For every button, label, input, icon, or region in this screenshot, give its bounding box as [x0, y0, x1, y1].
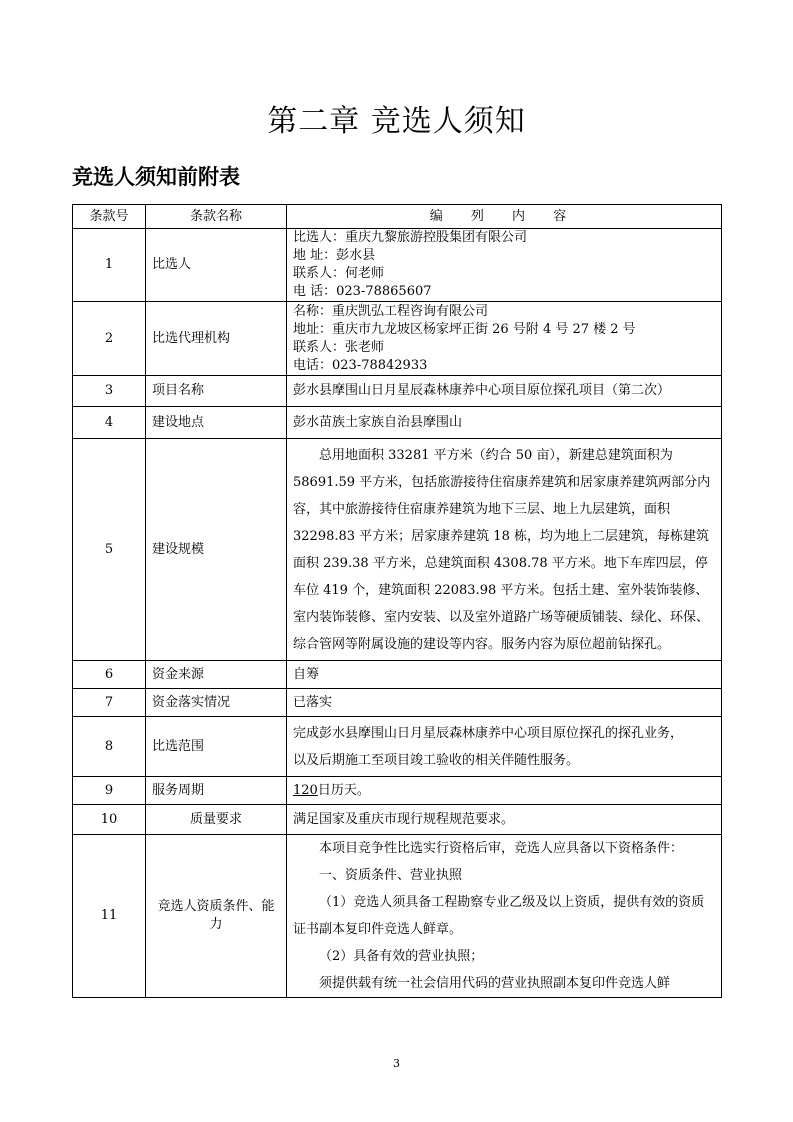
content-line: 比选人：重庆九黎旅游控股集团有限公司 [293, 230, 528, 245]
clause-content: 彭水县摩围山日月星辰森林康养中心项目原位探孔项目（第二次） [287, 376, 722, 407]
content-line: 电话：023-78842933 [293, 357, 428, 373]
clause-name: 比选代理机构 [146, 302, 287, 376]
table-row [73, 407, 722, 439]
clause-content [287, 717, 722, 777]
content-line: （1）竞选人须具备工程勘察专业乙级及以上资质，提供有效的资质证书副本复印件竞选人鲜章。 [293, 895, 705, 937]
header-content: 编 列 内 容 [287, 205, 722, 229]
clause-name: 服务周期 [146, 777, 287, 805]
clause-name: 比选范围 [146, 717, 287, 777]
clause-content [287, 229, 722, 302]
clause-content: 总用地面积 33281 平方米（约合 50 亩），新建总建筑面积为 58691.59 平方米，包括旅游接待住宿康养建筑和居家康养建筑两部分内容，其中旅游接待住宿康养建筑为地下三层、地上九层建筑，面积 32298.83 平方米；居家康养建筑 18 栋，均为地上二层建筑，每栋建筑面积 239.38 平方米，总建筑面积 4308.78 平方米。地下车库四层，停车位 419 个，建筑面积 22083.98 平方米。包括土建、室外装饰装修、室内装饰装修、室内安装、以及室外道路广场等硬质铺装、绿化、环保、综合管网等附属设施的建设等内容。服务内容为原位超前钻探孔。 [287, 439, 722, 661]
header-clause-no: 条款号 [73, 205, 146, 229]
clause-no: 8 [73, 717, 146, 777]
section-title: 竞选人须知前附表 [72, 165, 240, 189]
content-line: 地 址：彭水县 [293, 248, 376, 263]
content-line: 联系人：张老师 [293, 339, 385, 355]
clause-no: 9 [73, 777, 146, 805]
table-row [73, 661, 722, 689]
clause-content: 彭水苗族土家族自治县摩围山 [287, 407, 722, 439]
service-period-unit: 日历天。 [317, 782, 370, 798]
table-row [73, 229, 722, 302]
clause-name: 竞选人资质条件、能力 [146, 835, 287, 998]
clause-name: 比选人 [146, 229, 287, 302]
table-row [73, 376, 722, 407]
content-line: 本项目竞争性比选实行资格后审，竞选人应具备以下资格条件： [319, 841, 684, 856]
content-line: 以及后期施工至项目竣工验收的相关伴随性服务。 [293, 752, 580, 768]
content-line: 联系人：何老师 [293, 266, 385, 281]
table-row [73, 717, 722, 777]
clause-no: 10 [73, 805, 146, 835]
content-line: 电 话：023-78865607 [293, 284, 432, 299]
table-row [73, 805, 722, 835]
clause-name: 建设地点 [146, 407, 287, 439]
clause-name: 资金落实情况 [146, 689, 287, 717]
clause-no: 7 [73, 689, 146, 717]
clause-name: 项目名称 [146, 376, 287, 407]
clause-no: 6 [73, 661, 146, 689]
clause-name: 质量要求 [146, 805, 287, 835]
clause-content: 已落实 [287, 689, 722, 717]
content-line: 须提供载有统一社会信用代码的营业执照副本复印件竞选人鲜 [319, 976, 671, 991]
clause-name: 资金来源 [146, 661, 287, 689]
clause-no: 3 [73, 376, 146, 407]
instructions-table [72, 204, 722, 998]
clause-no: 1 [73, 229, 146, 302]
chapter-title: 第二章 竞选人须知 [267, 104, 526, 139]
table-header-row [73, 205, 722, 229]
clause-content: 自筹 [287, 661, 722, 689]
clause-content: 满足国家及重庆市现行规程规范要求。 [287, 805, 722, 835]
table-row [73, 777, 722, 805]
clause-content [287, 777, 722, 805]
header-clause-name: 条款名称 [146, 205, 287, 229]
clause-name: 建设规模 [146, 439, 287, 661]
clause-no: 2 [73, 302, 146, 376]
table-row [73, 302, 722, 376]
table-row [73, 835, 722, 998]
content-line: 名称：重庆凯弘工程咨询有限公司 [293, 303, 489, 319]
content-line: 完成彭水县摩围山日月星辰森林康养中心项目原位探孔的探孔业务， [293, 725, 684, 741]
content-line: 地址：重庆市九龙坡区杨家坪正街 26 号附 4 号 27 楼 2 号 [293, 321, 636, 337]
clause-no: 4 [73, 407, 146, 439]
page-number: 3 [393, 1057, 400, 1070]
table-row [73, 689, 722, 717]
service-period-value: 120 [293, 782, 318, 798]
content-line: 一、资质条件、营业执照 [319, 868, 463, 883]
clause-content [287, 302, 722, 376]
clause-no: 11 [73, 835, 146, 998]
clause-content [287, 835, 722, 998]
clause-no: 5 [73, 439, 146, 661]
content-line: （2）具备有效的营业执照； [319, 949, 484, 964]
table-row [73, 439, 722, 661]
